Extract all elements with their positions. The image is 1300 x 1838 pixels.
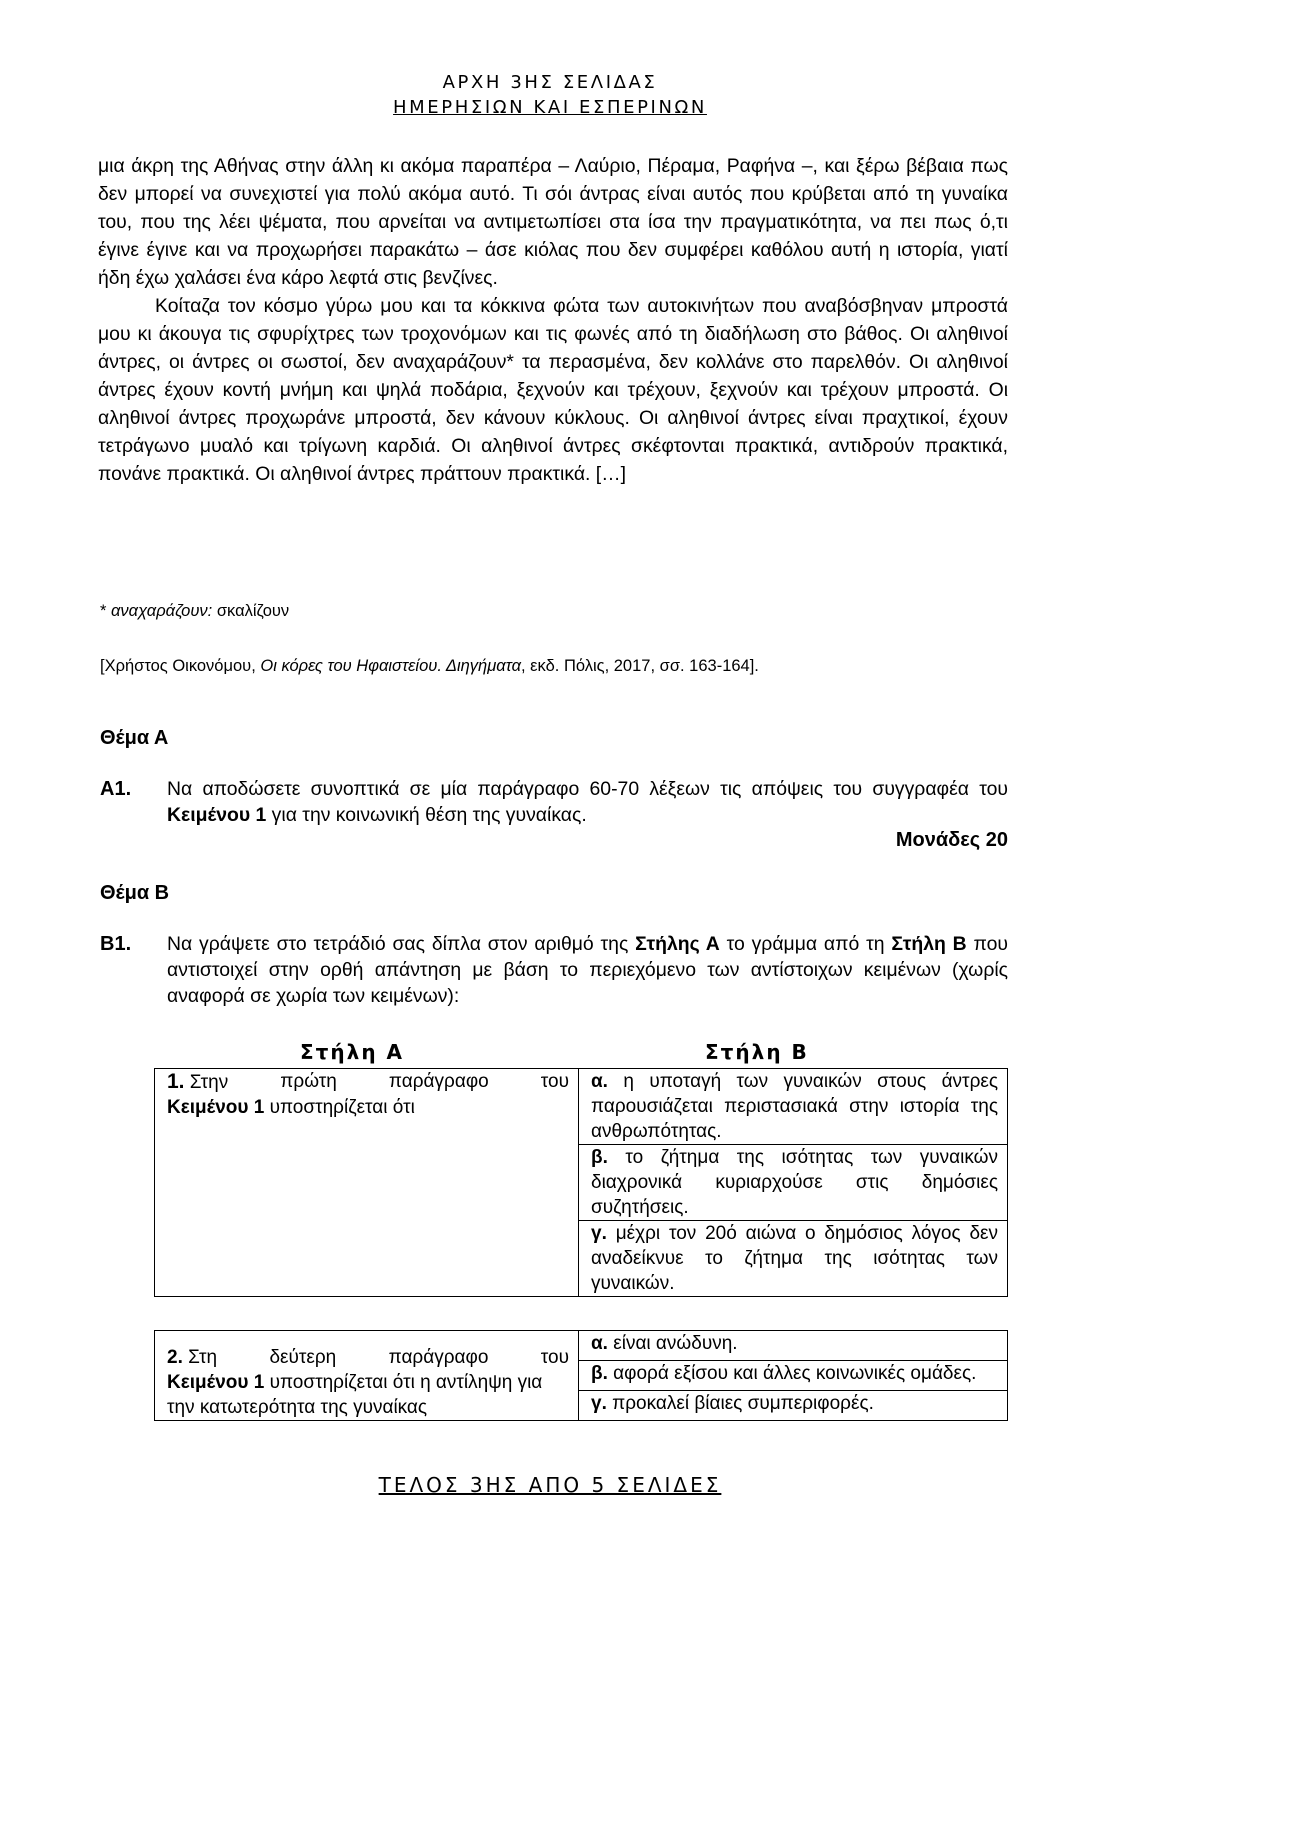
option-letter: γ.: [591, 1393, 607, 1414]
source-title: Οι κόρες του Ηφαιστείου. Διηγήματα: [260, 657, 522, 675]
theme-a-title: Θέμα Α: [100, 727, 169, 749]
question-a1-marks: Μονάδες 20: [895, 829, 1008, 851]
footnote: [100, 600, 289, 622]
option-letter: β.: [591, 1363, 608, 1384]
column-a-item-1-word: του: [540, 1071, 569, 1092]
option-text: αφορά εξίσου και άλλες κοινωνικές ομάδες.: [607, 1363, 977, 1384]
column-b-option-2a: [579, 1331, 1008, 1361]
question-a1-label: Α1.: [100, 778, 132, 800]
option-letter: γ.: [591, 1223, 607, 1244]
question-a1-text-part: για την κοινωνική θέση της γυναίκας.: [266, 804, 587, 826]
column-b-option-1b-content: [591, 1145, 998, 1220]
footnote-meaning: σκαλίζουν: [212, 602, 290, 620]
column-a-item-2-bold: Κειμένου 1: [167, 1372, 265, 1393]
column-a-item-2-first-line: [167, 1345, 569, 1370]
column-a-item-1-number: 1.: [167, 1070, 185, 1093]
passage: [98, 152, 1008, 488]
question-a1-text-part: Να αποδώσετε συνοπτικά σε μία παράγραφο 60-70 λέξεων τις απόψεις του συγγραφέα του: [167, 778, 1008, 800]
column-a-item-2-word: δεύτερη: [269, 1347, 337, 1368]
option-letter: α.: [591, 1333, 608, 1354]
source-author: [Χρήστος Οικονόμου,: [100, 657, 261, 675]
column-b-option-1a: [579, 1069, 1008, 1145]
matching-table-1: [154, 1068, 1008, 1297]
column-a-item-2-number: 2.: [167, 1347, 183, 1368]
question-b1-text-bold: Στήλης Α: [635, 933, 720, 955]
question-b1-text-bold: Στήλη Β: [891, 933, 967, 955]
column-a-item-1-word: παράγραφο: [388, 1071, 489, 1092]
column-b-option-2b-content: [591, 1361, 998, 1386]
column-b-option-1b: [579, 1145, 1008, 1221]
column-a-item-2: [155, 1331, 579, 1421]
source-publisher: , εκδ. Πόλις, 2017, σσ. 163-164].: [521, 657, 759, 675]
page-header-start: ΑΡΧΗ 3ΗΣ ΣΕΛΙΔΑΣ: [442, 72, 658, 93]
column-a-item-1-first-word: [167, 1069, 228, 1095]
table-row: [155, 1069, 1008, 1145]
column-b-heading: Στήλη Β: [705, 1040, 809, 1064]
passage-paragraph-2: Κοίταζα τον κόσμο γύρω μου και τα κόκκινα φώτα των αυτοκινήτων που αναβόσβηναν μπροστά μου κι άκουγα τις σφυρίχτρες των τροχονόμων και τις φωνές από τη διαδήλωση στο βάθος. Οι αληθινοί άντρες, οι άντρες οι σωστοί, δεν αναχαράζουν* τα περασμένα, δεν κολλάνε στο παρελθόν. Οι αληθινοί άντρες έχουν κοντή μνήμη και ψηλά ποδάρια, ξεχνούν και τρέχουν, ξεχνούν και τρέχουν μπροστά. Οι αληθινοί άντρες προχωράνε μπροστά, δεν κάνουν κύκλους. Οι αληθινοί άντρες είναι πραχτικοί, έχουν τετράγωνο μυαλό και τρίγωνη καρδιά. Οι αληθινοί άντρες σκέφτονται πρακτικά, αντιδρούν πρακτικά, πονάνε πρακτικά. Οι αληθινοί άντρες πράττουν πρακτικά. […]: [98, 295, 1008, 485]
question-b1-text: [167, 931, 1008, 1009]
question-b1-text-part: το γράμμα από τη: [719, 933, 892, 955]
option-text: η υποταγή των γυναικών στους άντρες παρουσιάζεται περιστασιακά στην ιστορία της ανθρωπότητας.: [591, 1071, 998, 1142]
column-b-option-2c-content: [591, 1391, 998, 1416]
column-b-option-2a-content: [591, 1331, 998, 1356]
column-b-option-2c: [579, 1391, 1008, 1421]
column-a-heading: Στήλη Α: [300, 1040, 404, 1064]
column-b-option-1c: [579, 1221, 1008, 1297]
column-a-item-1-second-line: [167, 1095, 569, 1120]
question-b1-text-part: που αντιστοιχεί στην ορθή απάντηση με βάση το περιεχόμενο των αντίστοιχων κειμένων (χωρίς αναφορά σε χωρία των κειμένων):: [167, 933, 1008, 1007]
question-a1-text-bold: Κειμένου 1: [167, 804, 267, 826]
column-a-item-1: [155, 1069, 579, 1297]
column-a-item-2-word: παράγραφο: [388, 1347, 489, 1368]
table-row: [155, 1331, 1008, 1361]
passage-paragraph-1: μια άκρη της Αθήνας στην άλλη κι ακόμα παραπέρα – Λαύριο, Πέραμα, Ραφήνα –, και ξέρω βέβαια πως δεν μπορεί να συνεχιστεί για πολύ ακόμα αυτό. Τι σόι άντρας είναι αυτός που κρύβεται από τη γυναίκα του, που της λέει ψέματα, που αρνείται να αντιμετωπίσει στα ίσα την πραγματικότητα, να πει πως ό,τι έγινε έγινε και να προχωρήσει παρακάτω – άσε κιόλας που δεν συμφέρει καθόλου αυτή η ιστορία, γιατί ήδη έχω χαλάσει ένα κάρο λεφτά στις βενζίνες.: [98, 155, 1008, 289]
footnote-term: αναχαράζουν:: [111, 602, 213, 620]
option-text: είναι ανώδυνη.: [607, 1333, 738, 1354]
column-a-item-2-word: του: [540, 1347, 569, 1368]
column-a-item-2-rest: υποστηρίζεται ότι η αντίληψη για την κατωτερότητα της γυναίκας: [167, 1372, 543, 1418]
column-b-option-1a-content: [591, 1069, 998, 1144]
matching-table-2: [154, 1330, 1008, 1421]
column-a-item-2-word: Στη: [188, 1347, 218, 1368]
option-letter: β.: [591, 1147, 608, 1168]
column-a-item-2-rest-lines: [167, 1370, 569, 1420]
question-b1-label: Β1.: [100, 933, 132, 955]
column-a-item-1-word: πρώτη: [280, 1071, 337, 1092]
column-a-item-2-first-word: [167, 1345, 217, 1370]
column-a-item-1-rest: υποστηρίζεται ότι: [264, 1097, 415, 1118]
footnote-marker: *: [100, 602, 112, 620]
question-b1-text-part: Να γράψετε στο τετράδιό σας δίπλα στον αριθμό της: [167, 933, 636, 955]
option-text: μέχρι τον 20ό αιώνα ο δημόσιος λόγος δεν αναδείκνυε το ζήτημα της ισότητας των γυναικών.: [591, 1223, 998, 1294]
source-citation: [100, 655, 759, 677]
column-b-option-2b: [579, 1361, 1008, 1391]
page-header-type: ΗΜΕΡΗΣΙΩΝ ΚΑΙ ΕΣΠΕΡΙΝΩΝ: [393, 97, 707, 118]
option-letter: α.: [591, 1071, 608, 1092]
question-a1-text: [167, 776, 1008, 828]
column-a-item-1-bold: Κειμένου 1: [167, 1097, 265, 1118]
column-b-option-1c-content: [591, 1221, 998, 1296]
option-text: το ζήτημα της ισότητας των γυναικών διαχρονικά κυριαρχούσε στις δημόσιες συζητήσεις.: [591, 1147, 998, 1218]
column-a-item-1-first-line: [167, 1069, 569, 1095]
theme-b-title: Θέμα Β: [100, 882, 170, 904]
option-text: προκαλεί βίαιες συμπεριφορές.: [606, 1393, 874, 1414]
column-a-item-1-word: Στην: [189, 1072, 229, 1093]
page-footer: ΤΕΛΟΣ 3ΗΣ ΑΠΟ 5 ΣΕΛΙΔΕΣ: [378, 1473, 722, 1497]
